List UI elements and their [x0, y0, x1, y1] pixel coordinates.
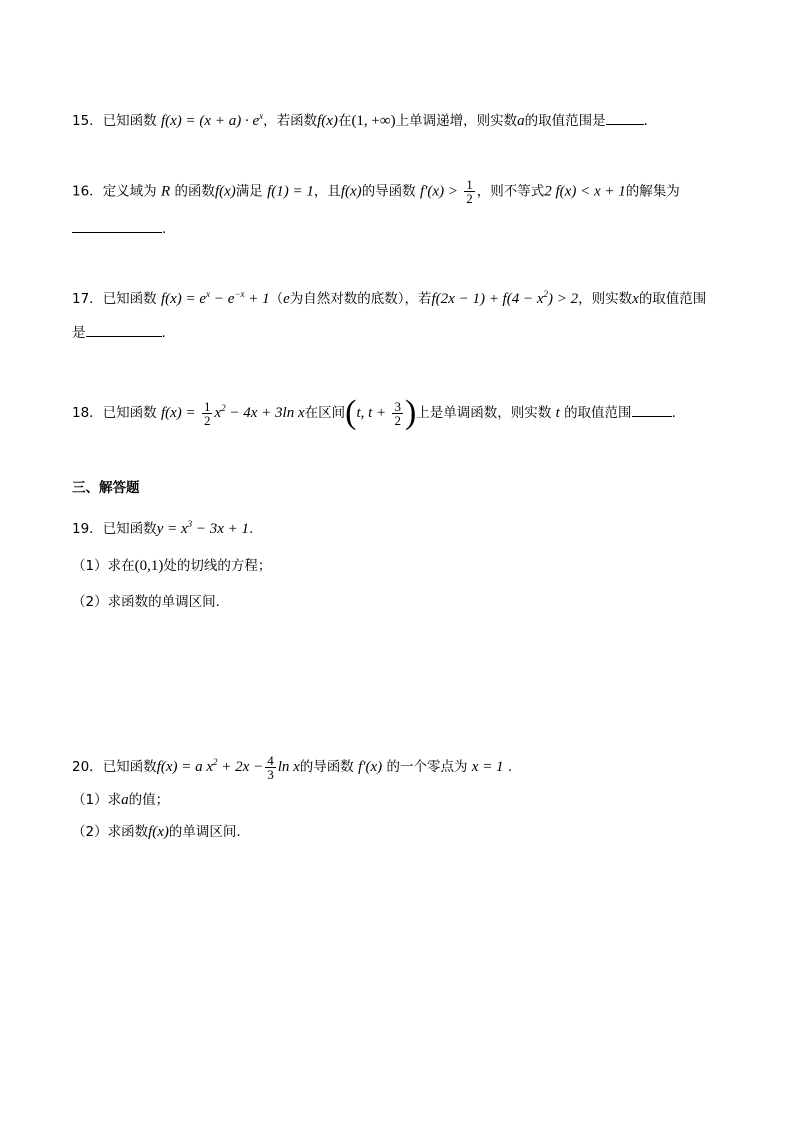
- q17-text-1: 已知函数: [102, 291, 157, 307]
- q18-formula-2: $x^2 - 4x + 3\ln$ x: [214, 403, 305, 421]
- q20-text-3: 的一个零点为: [386, 759, 468, 775]
- question-20: [72, 752, 512, 781]
- q16-text-2: 的函数: [174, 183, 215, 200]
- q19-part-1: [72, 556, 271, 576]
- q19-part-2: （2）求函数的单调区间.: [72, 594, 220, 610]
- q18-left-paren: (: [345, 394, 357, 431]
- question-16-line-2: [72, 218, 166, 239]
- q18-number: 18．: [72, 405, 103, 421]
- q15-formula-2: f(x): [317, 113, 338, 129]
- q16-end: .: [162, 221, 167, 237]
- q15-formula-3: (1, +∞): [351, 113, 396, 129]
- q16-text-6: ，则不等式: [476, 183, 545, 200]
- q17-text-4: ，则实数: [578, 291, 633, 307]
- q17-text-6: 是: [72, 325, 86, 341]
- q20-text-2: 的导函数: [299, 759, 354, 775]
- q17-formula-4: x: [632, 291, 639, 307]
- q20-formula-1: f(x) = a $x^2 + 2x$ −: [156, 757, 264, 775]
- q19-part-1-text-a: （1）求在: [72, 558, 135, 574]
- q15-text-4: 上单调递增，则实数: [395, 113, 518, 129]
- q16-text-7: 的解集为: [625, 183, 680, 200]
- q17-text-5: 的取值范围: [638, 291, 707, 307]
- q20-part-2-text-a: （2）求函数: [72, 824, 149, 840]
- q19-end: .: [249, 521, 254, 537]
- question-15: [72, 106, 648, 131]
- q16-formula-6: 2 f(x) < x + 1: [544, 183, 626, 200]
- q15-text-5: 的取值范围是: [524, 113, 606, 129]
- q15-number: 15．: [72, 113, 103, 129]
- q15-end: .: [643, 113, 648, 129]
- q16-text-4: ，且: [313, 183, 341, 200]
- q20-part-1-text-a: （1）求: [72, 792, 122, 808]
- q20-part-1: [72, 790, 169, 810]
- q18-end: .: [671, 405, 676, 421]
- q16-number: 16．: [72, 183, 103, 200]
- q16-formula-1: R: [160, 183, 171, 200]
- q15-text-3: 在: [337, 113, 352, 129]
- q15-formula-1: $f(x) = (x + a) \cdot e^x$: [160, 111, 264, 129]
- q20-formula-1-end: ln x: [277, 759, 300, 775]
- q20-text-1: 已知函数: [102, 759, 157, 775]
- q17-formula-1: $f(x) = e^x - e^{-x} + 1$: [160, 289, 270, 307]
- question-18: [72, 394, 676, 431]
- q19-part-1-text-b: 处的切线的方程；: [163, 558, 272, 574]
- q16-formula-5: f′(x) >: [419, 183, 458, 200]
- q18-text-4: 的取值范围: [564, 405, 632, 421]
- q20-part-1-text-b: 的值；: [128, 792, 170, 808]
- q18-fraction-1: $\frac{1}{2}$: [203, 398, 211, 428]
- q17-answer-blank[interactable]: [86, 322, 162, 337]
- q19-part-1-formula: (0,1): [134, 558, 164, 574]
- q17-text-3: 为自然对数的底数），若: [289, 291, 432, 307]
- q20-part-2-text-b: 的单调区间.: [168, 824, 241, 840]
- q15-answer-blank[interactable]: [606, 110, 644, 125]
- q20-end: .: [507, 759, 513, 775]
- section-heading: 三、解答题: [72, 480, 140, 496]
- q18-formula-3: t, t +: [356, 405, 387, 421]
- q19-text-1: 已知函数: [102, 521, 157, 537]
- q15-formula-4: a: [517, 113, 525, 129]
- q20-part-2: [72, 822, 241, 842]
- q16-formula-2: f(x): [214, 183, 236, 200]
- question-19: [72, 514, 253, 539]
- q18-formula-1: f(x) =: [160, 405, 196, 421]
- q20-part-2-formula: f(x): [148, 824, 169, 840]
- q16-formula-4: f(x): [340, 183, 362, 200]
- q16-answer-blank[interactable]: [72, 218, 162, 233]
- q16-formula-3: f(1) = 1: [267, 183, 314, 200]
- q16-text-1: 定义域为: [102, 183, 157, 200]
- q18-fraction-2: $\frac{3}{2}$: [394, 398, 401, 428]
- q18-right-paren: ): [404, 394, 417, 431]
- q17-text-2: （: [269, 291, 284, 307]
- q18-answer-blank[interactable]: [632, 402, 672, 417]
- q16-text-3: 满足: [235, 183, 263, 200]
- q20-formula-2: f′(x): [358, 759, 383, 775]
- q20-fraction: $\frac{4}{3}$: [267, 752, 274, 782]
- q17-end: .: [161, 325, 166, 341]
- q18-text-2: 在区间: [304, 405, 346, 421]
- q20-number: 20．: [72, 759, 103, 775]
- q19-number: 19．: [72, 521, 103, 537]
- question-16: [72, 178, 680, 205]
- question-17: [72, 284, 706, 309]
- q20-formula-3: x = 1: [471, 759, 504, 775]
- q20-part-1-formula: a: [121, 792, 129, 808]
- q16-text-5: 的导函数: [361, 183, 416, 200]
- q17-number: 17．: [72, 291, 103, 307]
- q16-fraction: $\frac{1}{2}$: [466, 177, 473, 206]
- q18-text-1: 已知函数: [102, 405, 157, 421]
- q18-formula-4: t: [555, 405, 560, 421]
- q19-formula-1: $y = x^3 - 3x + 1$: [156, 519, 250, 537]
- q18-text-3: 上是单调函数，则实数: [416, 405, 552, 421]
- q17-formula-3: $f(2x - 1) + f(4 - x^2) > 2$: [431, 289, 579, 307]
- q15-text-1: 已知函数: [102, 113, 157, 129]
- question-17-line-2: [72, 322, 166, 343]
- q17-formula-2: e: [283, 291, 290, 307]
- q15-text-2: ，若函数: [263, 113, 318, 129]
